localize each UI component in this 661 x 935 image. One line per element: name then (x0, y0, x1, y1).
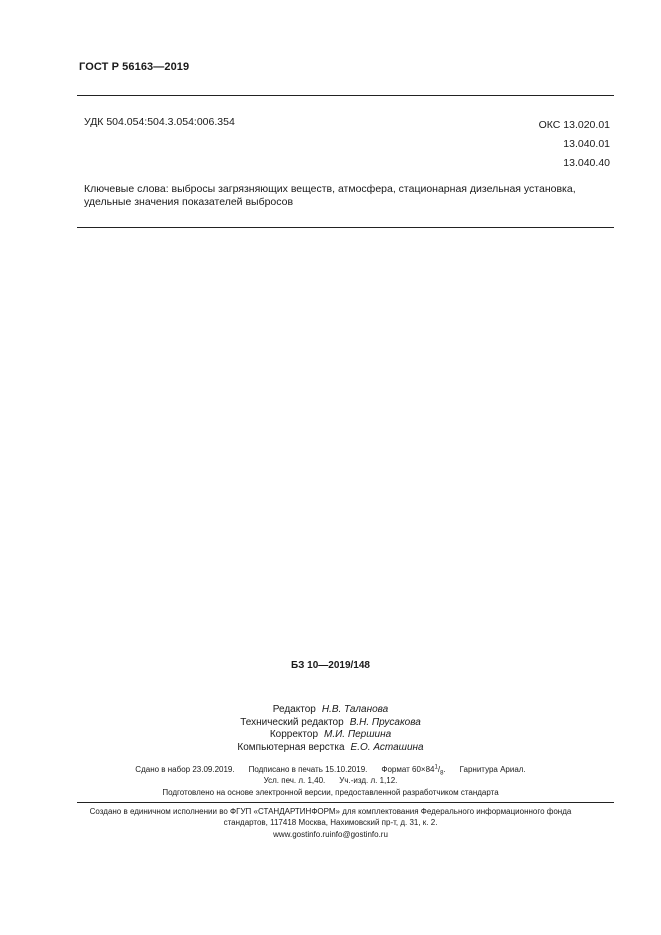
editorial-staff (0, 704, 661, 754)
staff-row-editor (0, 704, 661, 717)
oks-code-value: 13.020.01 (563, 119, 610, 131)
staff-role: Технический редактор (240, 716, 344, 728)
website-link[interactable]: www.gostinfo.ru (273, 829, 330, 839)
imprint-print-sheets: Усл. печ. л. 1,40. (263, 776, 326, 786)
footer-divider (77, 802, 614, 803)
staff-name: Н.В. Таланова (321, 704, 389, 715)
imprint-row-1 (0, 764, 661, 775)
email-link[interactable]: info@gostinfo.ru (329, 829, 388, 839)
oks-codes-block (539, 116, 610, 173)
imprint-note: Подготовлено на основе электронной версии, предоставленной разработчиком стандарта (162, 787, 499, 797)
keywords-line-1: Ключевые слова: выбросы загрязняющих веществ, атмосфера, стационарная дизельная установка, (84, 183, 576, 195)
udk-code: УДК 504.054:504.3.054:006.354 (84, 116, 235, 128)
bz-number: БЗ 10—2019/148 (291, 660, 370, 671)
staff-role: Редактор (272, 704, 316, 715)
publisher-footer (0, 806, 661, 840)
oks-code-third: 13.040.40 (563, 157, 610, 169)
document-code-header: ГОСТ Р 56163—2019 (79, 61, 190, 73)
imprint-typeface: Гарнитура Ариал. (459, 765, 526, 774)
staff-row-proofreader (0, 729, 661, 742)
footer-line-2: стандартов, 117418 Москва, Нахимовский пр-т, д. 31, к. 2. (223, 818, 438, 828)
staff-name: Е.О. Асташина (350, 741, 424, 753)
staff-name: М.И. Першина (324, 729, 392, 740)
keywords-line-2: удельные значения показателей выбросов (84, 196, 294, 208)
staff-role: Компьютерная верстка (237, 741, 345, 753)
staff-role: Корректор (269, 729, 319, 740)
staff-row-layout (0, 742, 661, 755)
imprint-pub-sheets: Уч.-изд. л. 1,12. (339, 776, 398, 786)
staff-name: В.Н. Прусакова (349, 716, 421, 728)
oks-code-second: 13.040.01 (563, 138, 610, 150)
top-divider (77, 95, 614, 96)
imprint-format: Формат $60\times 84^1/_8$. (381, 764, 446, 777)
keywords-divider (77, 227, 614, 228)
keywords-paragraph (84, 183, 614, 209)
imprint-signed: Подписано в печать 15.10.2019. (248, 765, 368, 774)
imprint-row-2 (0, 775, 661, 786)
footer-line-1: Создано в единичном исполнении во ФГУП «СТАНДАРТИНФОРМ» для комплектования Федерального информационного фонда (89, 807, 572, 816)
footer-contacts (0, 829, 661, 840)
staff-row-tech-editor (0, 717, 661, 730)
oks-code-first (539, 116, 610, 135)
imprint-block (0, 764, 661, 798)
imprint-submitted: Сдано в набор 23.09.2019. (135, 765, 235, 774)
oks-label: ОКС (538, 119, 561, 131)
